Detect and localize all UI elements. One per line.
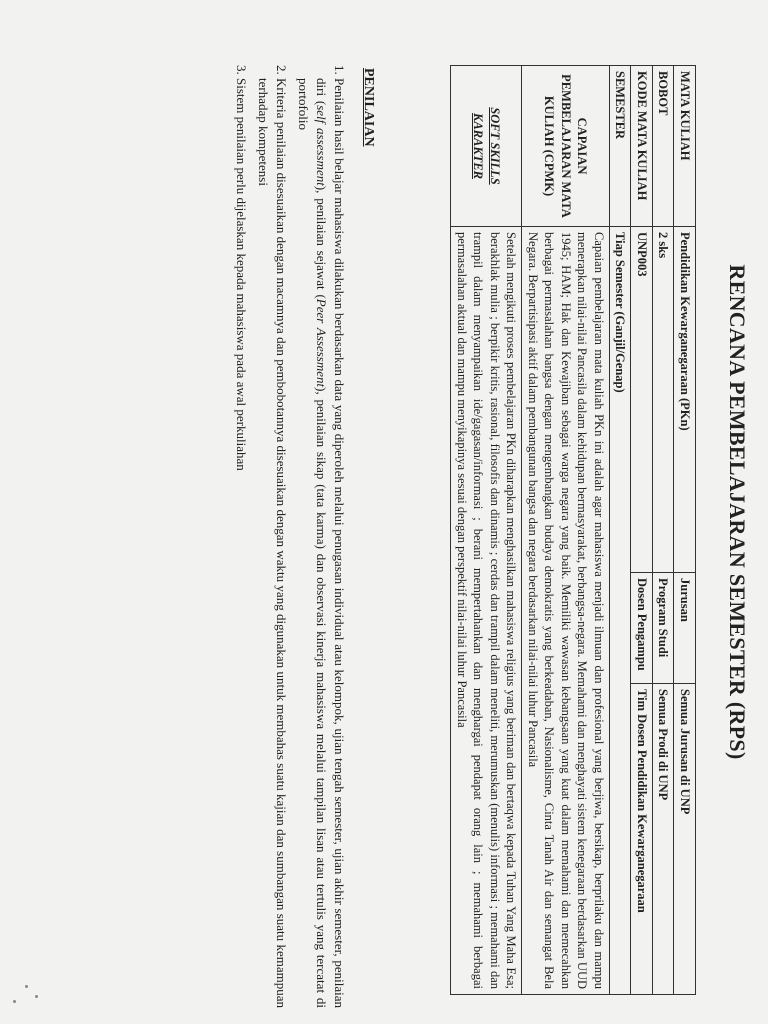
dosen-label: Dosen Pengampu (631, 573, 653, 684)
soft-skills-label: SOFT SKILLS (488, 107, 502, 185)
rps-info-table (451, 65, 697, 995)
kode-label: KODE MATA KULIAH (631, 66, 653, 227)
semester-value: Tiap Semester (Ganjil/Genap) (610, 227, 632, 995)
jurusan-label: Jurusan (674, 573, 696, 684)
item1-part-c: ), penilaian sejawat ( (314, 185, 330, 299)
item1-part-a: Penilaian hasil belajar mahasiswa dilakukan berdasarkan data yang diperoleh melalui penugasan individual atau kelompok, ujian tengah semester, ujian akhir semester, penilaian diri ( (314, 78, 347, 1008)
bobot-value: 2 sks (653, 227, 675, 573)
peer-assessment-term: Peer Assessment (314, 298, 330, 388)
soft-skills-label-cell (451, 66, 522, 227)
jurusan-value: Semua Jurusan di UNP (674, 684, 696, 995)
penilaian-item-2: 2. Kriteria penilaian disesuaikan dengan macamnya dan pembobotannya disesuaikan dengan waktu yang digunakan untuk membahas suatu kajian dan sumbangan suatu kemampuan terhadap kompetensi (254, 78, 290, 1008)
penilaian-item-1 (294, 78, 348, 1008)
mata-kuliah-label: MATA KULIAH (674, 66, 696, 227)
prodi-label: Program Studi (653, 573, 675, 684)
soft-skills-text: Setelah mengikuti proses pembelajaran PKn diharapkan menghasilkan mahasiswa religius yang beriman dan bertaqwa kepada Tuhan Yang Maha Esa; berakhlak mulia ; berpikir kritis, rasional, filosofis dan dinamis ; cerdas dan trampil dalam meneliti, merumuskan (menulis) informasi ; memahami dan trampil dalam menyampaikan ide/gagasan/informasi ; berani mempertahankan dan menghargai pendapat orang lain ; memahami berbagai permasalahan aktual dan mampu menyikapinya sesuai dengan perspektif nilai-nilai luhur Pancasila (451, 227, 522, 995)
prodi-value: Semua Prodi di UNP (653, 684, 675, 995)
self-assessment-term: self assessment (314, 105, 330, 186)
scan-speck (35, 995, 38, 998)
karakter-label: KARAKTER (471, 113, 486, 179)
bobot-label: BOBOT (653, 66, 675, 227)
scan-speck (25, 985, 28, 988)
penilaian-list (228, 52, 348, 1008)
scan-speck (13, 1000, 16, 1003)
penilaian-item-3: 3. Sistem penilaian perlu dijelaskan kepada mahasiswa pada awal perkuliahan (232, 78, 250, 1008)
cpmk-text: Capaian pembelajaran mata kuliah PKn ini adalah agar mahasiswa menjadi ilmuan dan profesional yang berjiwa, bersikap, berprilaku dan mampu menerapkan nilai-nilai Pancasila dalam kehidupan bermasyarakat, berbangsa-negara. Memahami dan menghayati sistem kenegaraan berdasarkan UUD 1945; HAM; Hak dan Kewajiban sebagai warga negara yang baik. Memiliki wawasan kebangsaan yang kuat dalam memahami dan memecahkan berbagai permasalahan bangsa dengan mengembangkan budaya demokratis yang berkeadaban, Nasionalisme, Cinta Tanah Air dan semangat Bela Negara. Berpartisipasi aktif dalam pembangunan bangsa dan negara berdasarkan nilai-nilai luhur Pancasila (522, 227, 610, 995)
dosen-value: Tim Dosen Pendidikan Kewarganegaraan (631, 684, 653, 995)
mata-kuliah-value: Pendidikan Kewarganegaraan (PKn) (674, 227, 696, 573)
kode-value: UNP003 (631, 227, 653, 573)
page-title: RENCANA PEMBELAJARAN SEMESTER (RPS) (725, 264, 750, 760)
cpmk-label: CAPAIAN PEMBELAJARAN MATA KULIAH (CPMK) (522, 66, 610, 227)
semester-label: SEMESTER (610, 66, 632, 227)
item1-part-e: ), penilaian sikap (tata karma) dan observasi kinerja mahasiswa melalui tampilan lisan atau tertulis yang tercatat di portofolio (296, 78, 330, 1008)
penilaian-heading: PENILAIAN (361, 68, 376, 147)
